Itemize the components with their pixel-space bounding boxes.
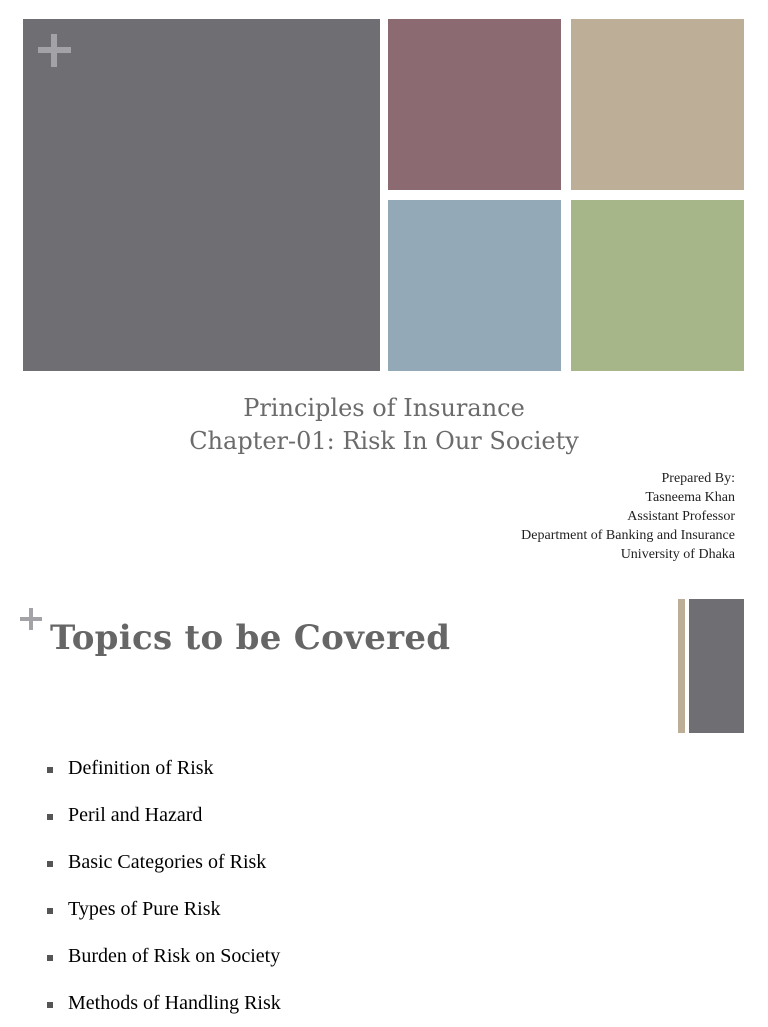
author-position: Assistant Professor	[627, 509, 735, 524]
square-bullet-icon	[47, 955, 53, 961]
list-item	[47, 745, 281, 792]
list-item	[47, 839, 281, 886]
list-item	[47, 980, 281, 1027]
list-item	[47, 933, 281, 980]
author-info	[521, 469, 735, 564]
topic-text: Definition of Risk	[68, 757, 214, 779]
author-department: Department of Banking and Insurance	[521, 528, 735, 543]
plus-icon	[20, 609, 42, 629]
square-bullet-icon	[47, 814, 53, 820]
topic-text: Types of Pure Risk	[68, 898, 221, 920]
decorative-accent-bar-gray	[689, 599, 744, 733]
decorative-tile-large	[23, 19, 380, 371]
topics-heading: Topics to be Covered	[50, 618, 451, 658]
plus-icon	[38, 34, 71, 67]
slide-title	[0, 392, 768, 458]
square-bullet-icon	[47, 908, 53, 914]
topic-text: Methods of Handling Risk	[68, 992, 281, 1014]
topic-text: Burden of Risk on Society	[68, 945, 281, 967]
course-title: Principles of Insurance	[243, 394, 525, 422]
decorative-tile-blue	[388, 200, 561, 371]
decorative-tile-green	[571, 200, 744, 371]
square-bullet-icon	[47, 1002, 53, 1008]
decorative-tile-tan	[571, 19, 744, 190]
decorative-tile-mauve	[388, 19, 561, 190]
square-bullet-icon	[47, 767, 53, 773]
decorative-accent-bar-tan	[678, 599, 685, 733]
list-item	[47, 886, 281, 933]
list-item	[47, 792, 281, 839]
author-name: Tasneema Khan	[645, 490, 735, 505]
topic-text: Peril and Hazard	[68, 804, 203, 826]
chapter-title: Chapter-01: Risk In Our Society	[189, 427, 579, 455]
author-university: University of Dhaka	[620, 547, 735, 562]
topics-list	[47, 745, 281, 1027]
topic-text: Basic Categories of Risk	[68, 851, 267, 873]
square-bullet-icon	[47, 861, 53, 867]
prepared-by-label: Prepared By:	[661, 471, 735, 486]
